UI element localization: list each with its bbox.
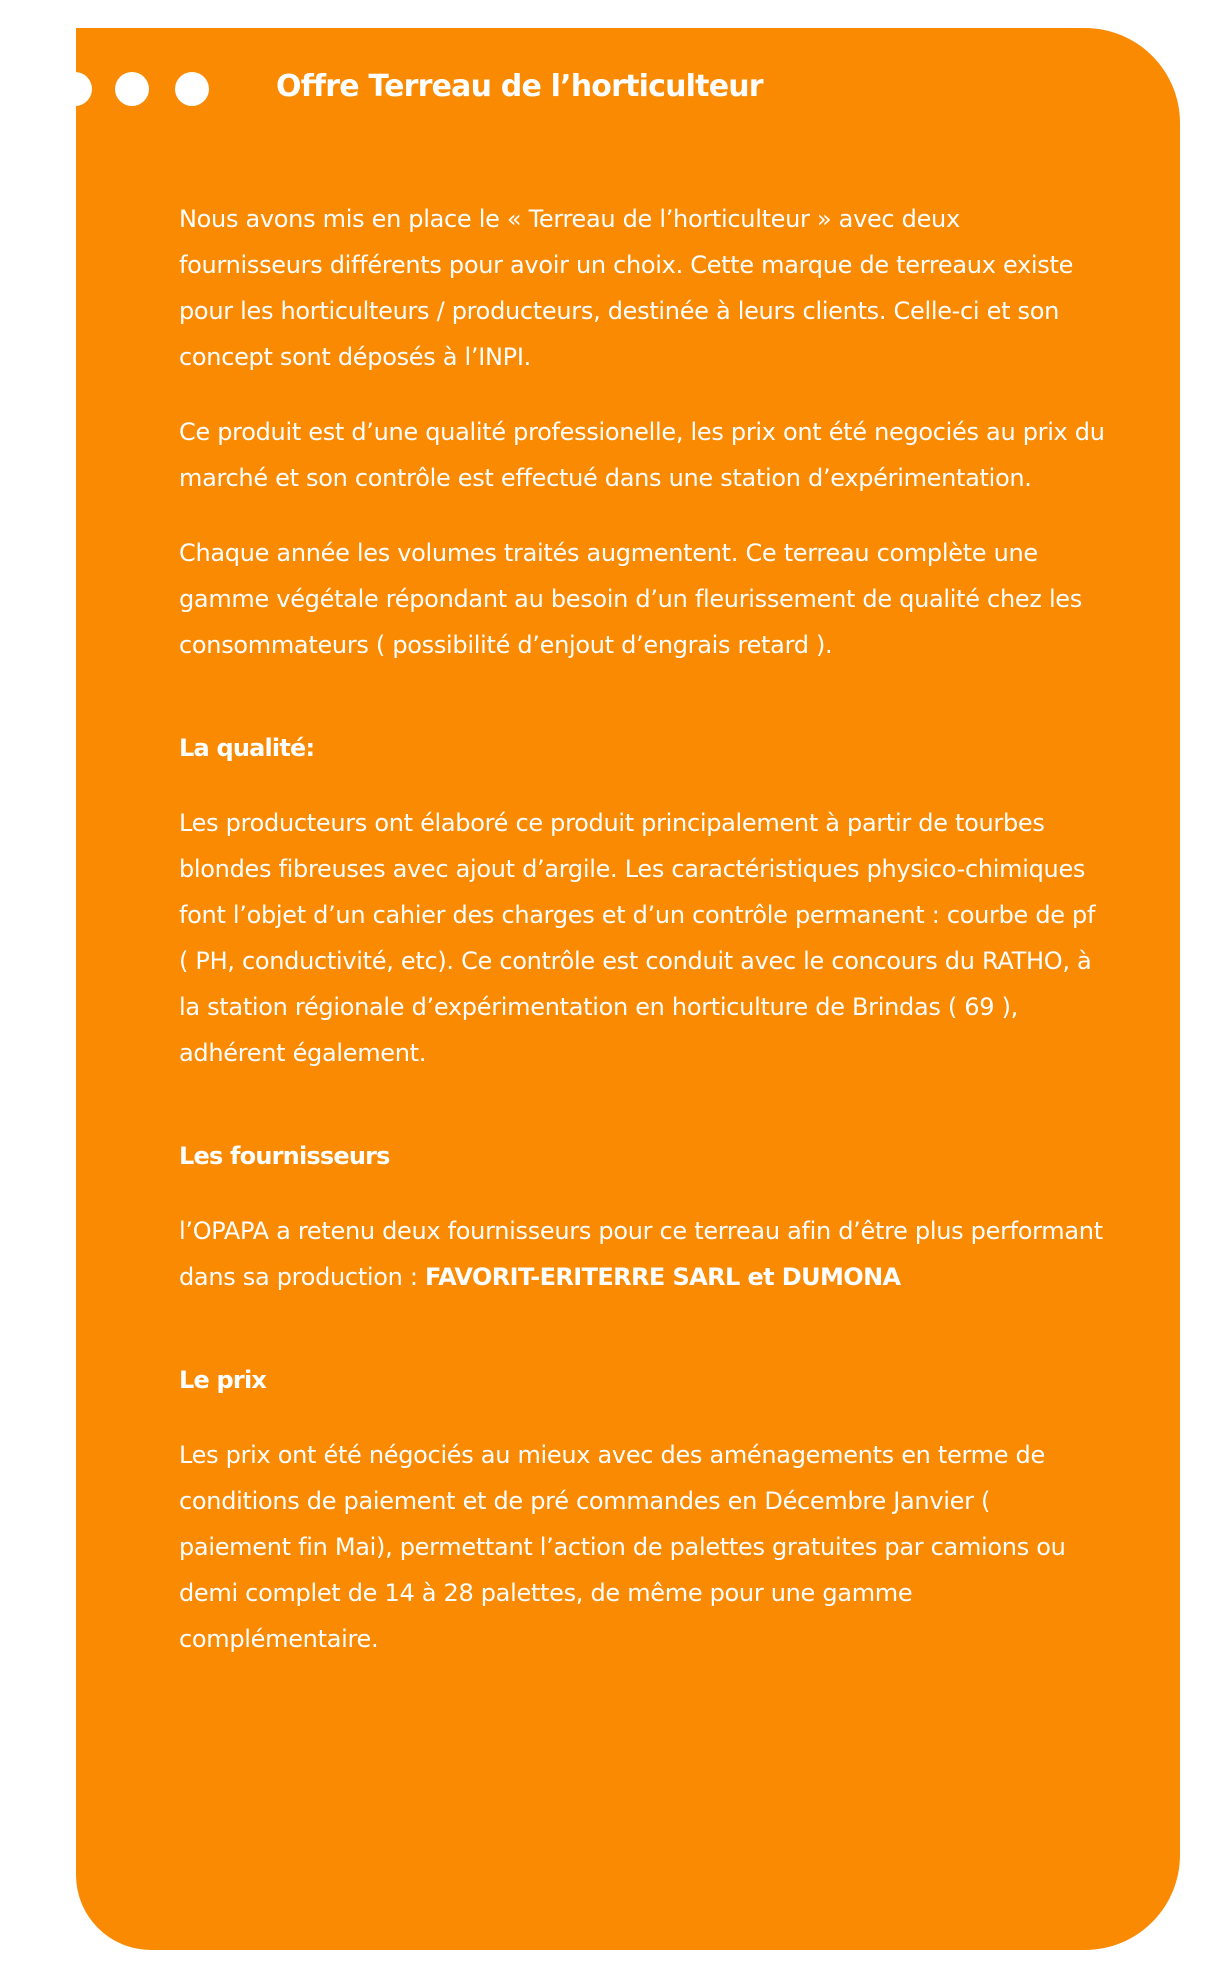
page-title: Offre Terreau de l’horticulteur (276, 69, 763, 104)
price-paragraph: Les prix ont été négociés au mieux avec des aménagements en terme de conditions de paiement et de pré commandes en Décembre Janvier ( paiement fin Mai), permettant l’action de palettes gratuites par camions ou demi complet de 14 à 28 palettes, de même pour une gamme complémentaire. (179, 1441, 1066, 1653)
suppliers-heading: Les fournisseurs (179, 1142, 390, 1170)
window-dot-1[interactable] (58, 72, 92, 106)
suppliers-text: l’OPAPA a retenu deux fournisseurs pour ce terreau afin d’être plus performant dans sa production : (179, 1217, 1103, 1291)
quality-paragraph: Les producteurs ont élaboré ce produit principalement à partir de tourbes blondes fibreuses avec ajout d’argile. Les caractéristiques physico-chimiques font l’objet d’un cahier des charges et d’un contrôle permanent : courbe de pf ( PH, conductivité, etc). Ce contrôle est conduit avec le concours du RATHO, à la station régionale d’expérimentation en horticulture de Brindas ( 69 ), adhérent également. (179, 809, 1096, 1067)
intro-paragraph-1: Nous avons mis en place le « Terreau de l’horticulteur » avec deux fournisseurs différents pour avoir un choix. Cette marque de terreaux existe pour les horticulteurs / producteurs, destinée à leurs clients. Celle-ci et son concept sont déposés à l’INPI. (179, 205, 1074, 371)
window-dot-3[interactable] (175, 72, 209, 106)
intro-paragraph-3: Chaque année les volumes traités augmentent. Ce terreau complète une gamme végétale répondant au besoin d’un fleurissement de qualité chez les consommateurs ( possibilité d’enjout d’engrais retard ). (179, 539, 1082, 659)
quality-heading: La qualité: (179, 734, 315, 762)
article-body (179, 196, 1109, 1691)
suppliers-names: FAVORIT-ERITERRE SARL et DUMONA (425, 1263, 901, 1291)
suppliers-paragraph (179, 1208, 1109, 1300)
intro-paragraph-2: Ce produit est d’une qualité professionelle, les prix ont été negociés au prix du marché et son contrôle est effectué dans une station d’expérimentation. (179, 418, 1105, 492)
window-dot-2[interactable] (115, 72, 149, 106)
price-heading: Le prix (179, 1366, 267, 1394)
